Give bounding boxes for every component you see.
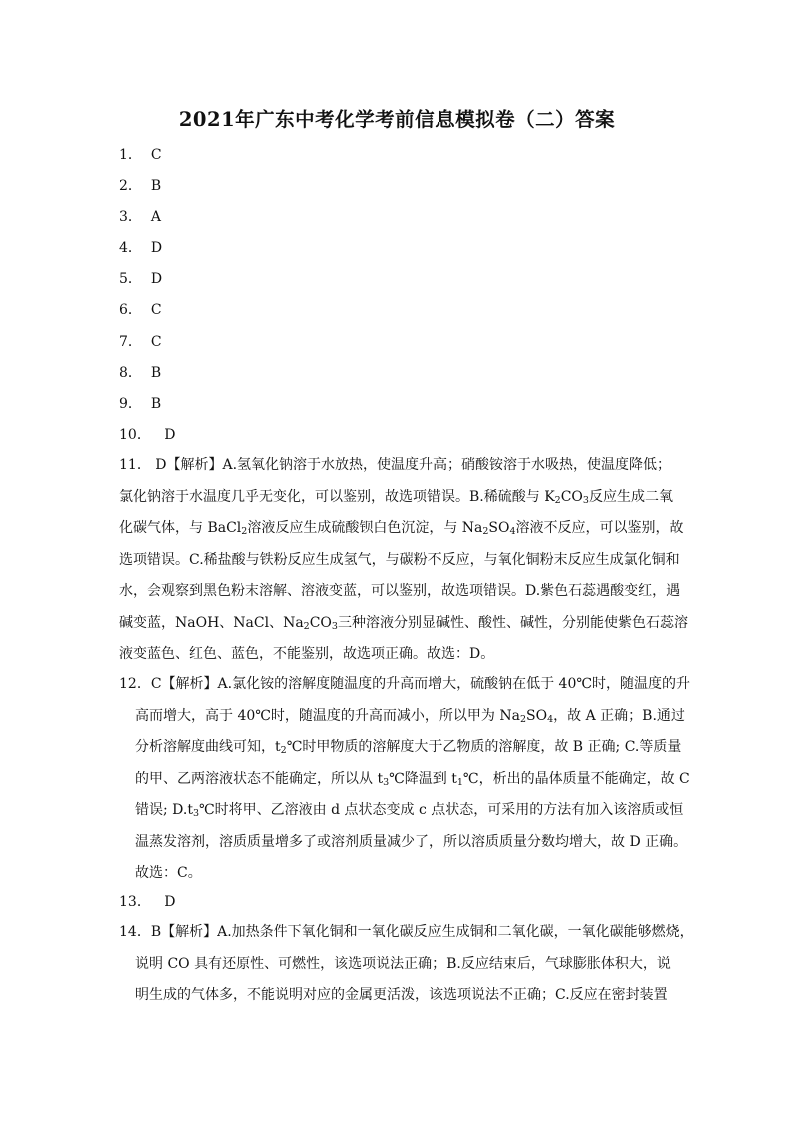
answer-row: 8． B: [119, 365, 162, 381]
answer-11-explanation: 11． D【解析】A.氢氧化钠溶于水放热，使温度升高；硝酸铵溶于水吸热，使温度降低； 氯化钠溶于水温度几乎无变化，可以鉴别，故选项错误。B.稀硫酸与 $K_2CO_3$反应生成二氧 化碳气体，与 BaCl$_2$溶液反应生成硫酸钡白色沉淀，与 $Na_2SO_4$溶液不反应，可以鉴别，故 选项错误。C.稀盐酸与铁粉反应生成氢气，与碳粉不反应，与氧化铜粉末反应生成氯化铜和 水，会观察到黑色粉末溶解、溶液变蓝，可以鉴别，故选项错误。D.紫色石蕊遇酸变红，遇 碱变蓝，NaOH、NaCl、$Na_2CO_3$三种溶液分别显碱性、酸性、碱性，分别能使紫色石蕊溶 液变蓝色、红色、蓝色，不能鉴别，故选项正确。故选：D。: [119, 457, 688, 662]
answer-12-explanation: 12．C【解析】A.氯化铵的溶解度随温度的升高而增大，硫酸钠在低于 40℃时，随温度的升 高而增大，高于 40℃时，随温度的升高而减小，所以甲为 $Na_2SO_4$，故 A 正确；B.通过 分析溶解度曲线可知，$t_2℃$时甲物质的溶解度大于乙物质的溶解度，故 B 正确; C.等质量 的甲、乙两溶液状态不能确定，所以从 $t_3℃$降温到 $t_1℃$，析出的晶体质量不能确定，故 C 错误; $D.t_3℃$时将甲、乙溶液由 d 点状态变成 c 点状态，可采用的方法有加入该溶质或恒 温蒸发溶剂，溶质质量增多了或溶剂质量减少了，所以溶质质量分数均增大，故 D 正确。 故选：C。: [119, 676, 691, 881]
answer-row: 13． D: [119, 894, 176, 910]
answer-row: 7． C: [119, 334, 162, 350]
answer-row: 5． D: [119, 271, 163, 287]
answer-row: 3． A: [119, 209, 161, 225]
answer-row: 4． D: [119, 240, 163, 256]
answer-14-explanation: 14．B【解析】A.加热条件下氧化铜和一氧化碳反应生成铜和二氧化碳，一氧化碳能够燃烧， 说明 CO 具有还原性、可燃性，该选项说法正确；B.反应结束后，气球膨胀体积大，说 明生成的气体多，不能说明对应的金属更活泼，该选项说法不正确；C.反应在密封装置: [119, 924, 694, 1003]
answer-row: 10． D: [119, 427, 176, 443]
answer-row: 6． C: [119, 302, 162, 318]
answer-row: 2． B: [119, 178, 162, 194]
page-title: 2021年广东中考化学考前信息模拟卷（二）答案: [178, 108, 616, 131]
answer-row: 1． C: [119, 147, 162, 163]
answer-row: 9． B: [119, 396, 162, 412]
